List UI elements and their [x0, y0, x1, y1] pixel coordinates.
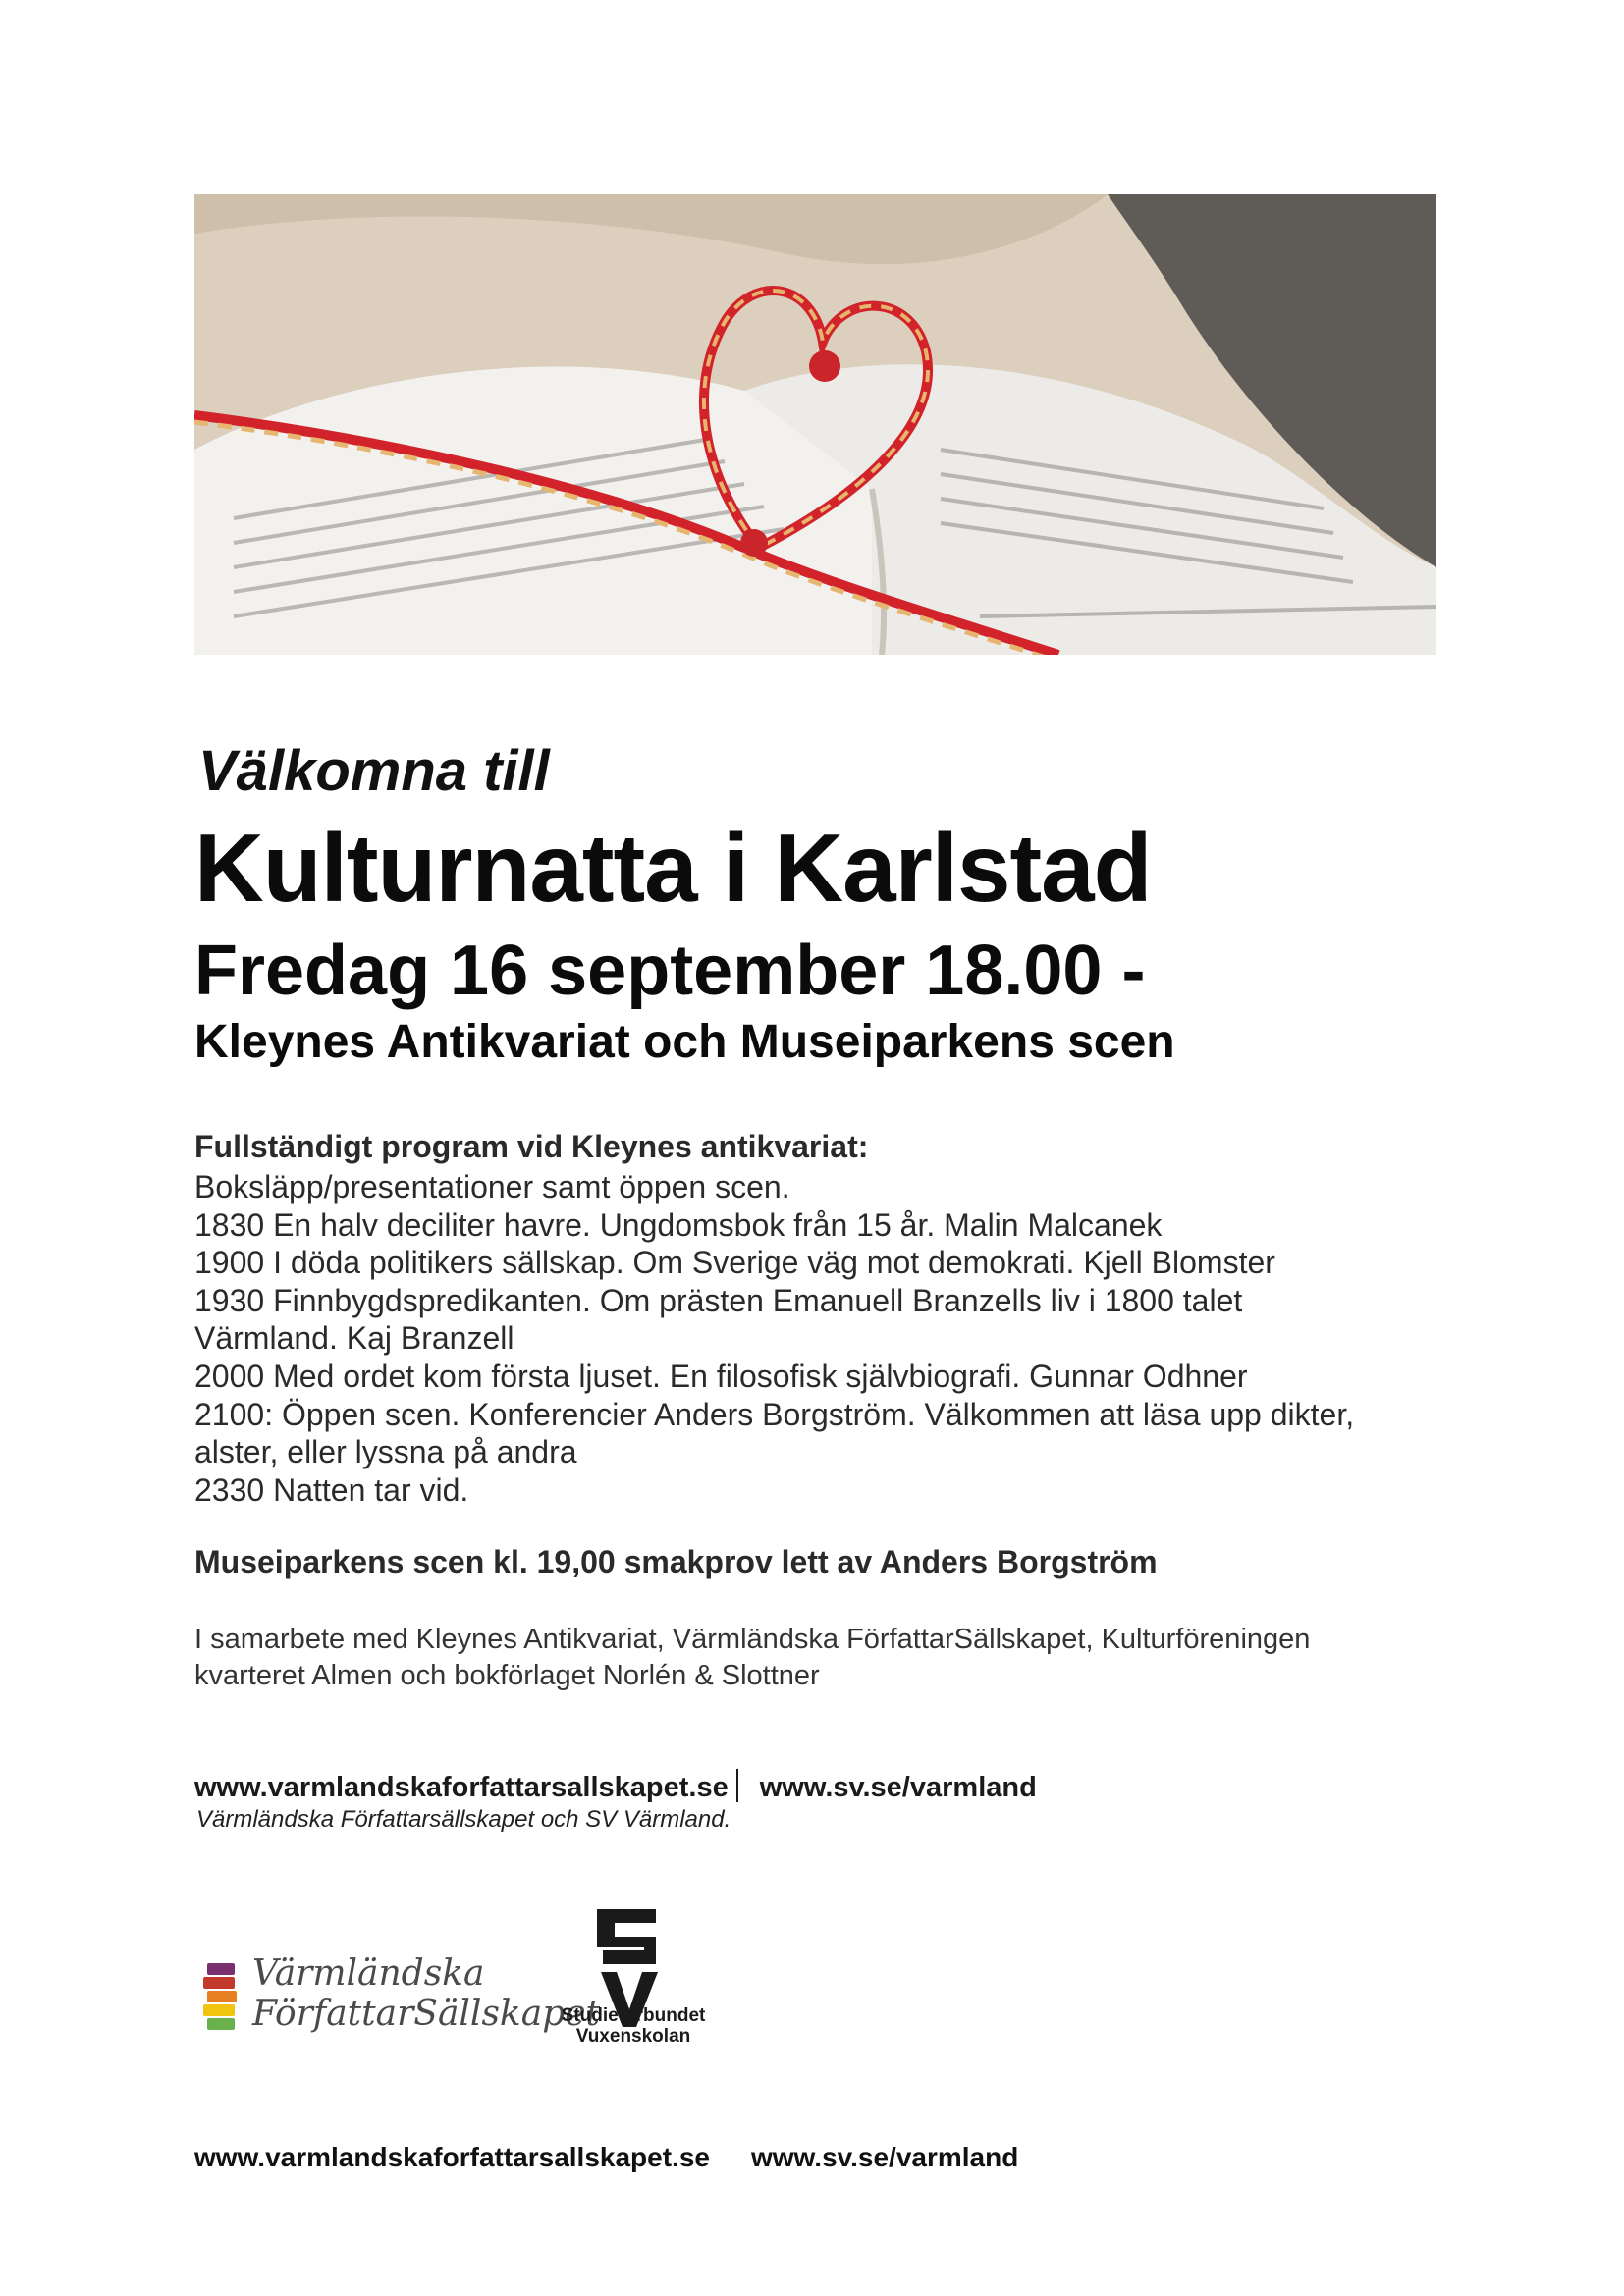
- program-line: 2100: Öppen scen. Konferencier Anders Borgström. Välkommen att läsa upp dikter,: [194, 1396, 1355, 1432]
- program-line: 2000 Med ordet kom första ljuset. En filosofisk självbiografi. Gunnar Odhner: [194, 1358, 1248, 1394]
- collaboration-text: [194, 1622, 1471, 1694]
- program-line: 1930 Finnbygdspredikanten. Om prästen Emanuell Branzells liv i 1800 talet: [194, 1282, 1243, 1318]
- program-line: Värmland. Kaj Branzell: [194, 1320, 514, 1357]
- event-title: Kulturnatta i Karlstad: [194, 814, 1152, 922]
- books-icon: [201, 1961, 241, 2038]
- vfs-logo-line: FörfattarSällskapet: [252, 1994, 601, 2034]
- event-venue: Kleynes Antikvariat och Museiparkens scen: [194, 1016, 1175, 1068]
- event-date: Fredag 16 september 18.00 -: [194, 932, 1146, 1010]
- vfs-website-link[interactable]: www.varmlandskaforfattarsallskapet.se: [194, 1772, 729, 1803]
- collaboration-line: kvarteret Almen och bokförlaget Norlén & Slottner: [194, 1660, 820, 1691]
- vfs-logo-line: Värmländska: [252, 1953, 485, 1994]
- collaboration-line: I samarbete med Kleynes Antikvariat, Värmländska FörfattarSällskapet, Kulturföreningen: [194, 1624, 1311, 1655]
- footer-vfs-link[interactable]: www.varmlandskaforfattarsallskapet.se: [194, 2142, 710, 2172]
- welcome-text: Välkomna till: [198, 739, 550, 803]
- vfs-logo: [201, 1953, 601, 2052]
- sv-website-link[interactable]: www.sv.se/varmland: [759, 1772, 1037, 1803]
- program-line: alster, eller lyssna på andra: [194, 1434, 577, 1470]
- hero-photo: [194, 194, 1436, 655]
- footer-links: [194, 2142, 1018, 2173]
- book-heart-illustration: [194, 194, 1436, 655]
- program-line: 1900 I döda politikers sällskap. Om Sverige väg mot demokrati. Kjell Blomster: [194, 1245, 1275, 1281]
- program-list: [194, 1168, 1471, 1509]
- organizers-text: Värmländska Författarsällskapet och SV Värmland.: [196, 1806, 731, 1833]
- links-row: [194, 1769, 1037, 1804]
- sv-logo-line: Studieförbundet: [561, 2005, 706, 2026]
- program-line: 2330 Natten tar vid.: [194, 1471, 469, 1508]
- link-divider: [736, 1769, 738, 1802]
- museum-stage-info: Museiparkens scen kl. 19,00 smakprov lett av Anders Borgström: [194, 1544, 1158, 1579]
- sv-logo-line: Vuxenskolan: [575, 2026, 691, 2047]
- program-heading: Fullständigt program vid Kleynes antikvariat:: [194, 1129, 869, 1164]
- program-line: Boksläpp/presentationer samt öppen scen.: [194, 1169, 790, 1204]
- program-line: 1830 En halv deciliter havre. Ungdomsbok från 15 år. Malin Malcanek: [194, 1206, 1163, 1243]
- sv-logo-caption: [550, 2005, 717, 2047]
- footer-sv-link[interactable]: www.sv.se/varmland: [750, 2142, 1019, 2172]
